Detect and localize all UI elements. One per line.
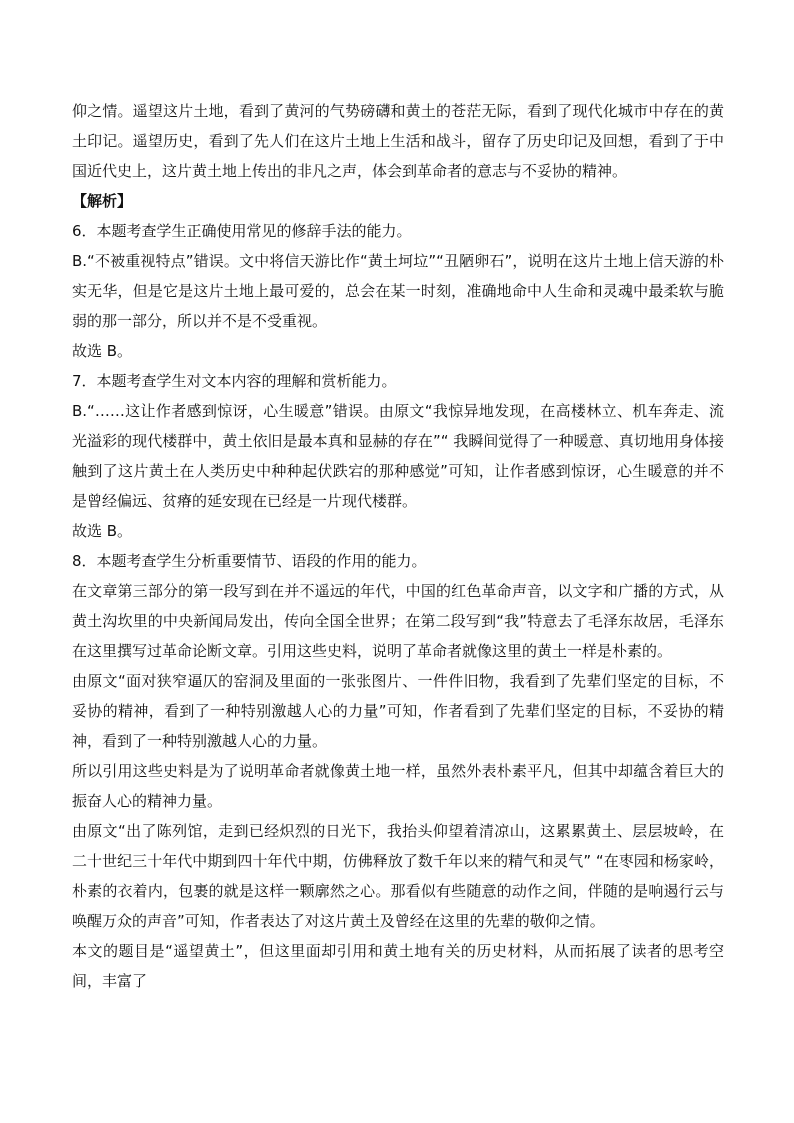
question-7-intro: 7．本题考查学生对文本内容的理解和赏析能力。: [72, 372, 397, 390]
question-8-paragraph-5: 本文的题目是“遥望黄土”，但这里面却引用和黄土地有关的历史材料，从而拓展了读者的思考空间，丰富了: [72, 942, 724, 990]
paragraph-conclusion-continuation: 仰之情。遥望这片土地，看到了黄河的气势磅礴和黄土的苍茫无际，看到了现代化城市中存在的黄土印记。遥望历史，看到了先人们在这片土地上生活和战斗，留存了历史印记及回想，看到了于中国近代史上，这片黄土地上传出的非凡之声，体会到革命者的意志与不妥协的精神。: [72, 102, 724, 180]
document-page: [72, 96, 724, 996]
question-6-answer: 故选 B。: [72, 342, 133, 360]
question-7-answer: 故选 B。: [72, 522, 133, 540]
question-6-explanation: B.“不被重视特点”错误。文中将信天游比作“黄土坷垃”“丑陋卵石”，说明在这片土地上信天游的朴实无华，但是它是这片土地上最可爱的，总会在某一时刻，准确地命中人生命和灵魂中最柔软与脆弱的那一部分，所以并不是不受重视。: [72, 252, 724, 330]
question-8-paragraph-1: 在文章第三部分的第一段写到在并不遥远的年代，中国的红色革命声音，以文字和广播的方式，从黄土沟坎里的中央新闻局发出，传向全国全世界；在第二段写到“我”特意去了毛泽东故居，毛泽东在这里撰写过革命论断文章。引用这些史料，说明了革命者就像这里的黄土一样是朴素的。: [72, 582, 724, 660]
question-8-paragraph-4: 由原文“出了陈列馆，走到已经炽烈的日光下，我抬头仰望着清凉山，这累累黄土、层层坡岭，在二十世纪三十年代中期到四十年代中期，仿佛释放了数千年以来的精气和灵气” “在枣园和杨家岭，朴素的衣着内，包裹的就是这样一颗廓然之心。那看似有些随意的动作之间，伴随的是响遏行云与唤醒万众的声音”可知，作者表达了对这片黄土及曾经在这里的先辈的敬仰之情。: [72, 822, 724, 930]
question-8-intro: 8．本题考查学生分析重要情节、语段的作用的能力。: [72, 552, 427, 570]
question-8-paragraph-2: 由原文“面对狭窄逼仄的窑洞及里面的一张张图片、一件件旧物，我看到了先辈们坚定的目标，不妥协的精神，看到了一种特别激越人心的力量”可知，作者看到了先辈们坚定的目标，不妥协的精神，看到了一种特别激越人心的力量。: [72, 672, 724, 750]
question-7-explanation: B.“……这让作者感到惊讶，心生暖意”错误。由原文“我惊异地发现，在高楼林立、机车奔走、流光溢彩的现代楼群中，黄土依旧是最本真和显赫的存在”“ 我瞬间觉得了一种暖意、真切地用身体接触到了这片黄土在人类历史中种种起伏跌宕的那种感觉”可知，让作者感到惊讶，心生暖意的并不是曾经偏远、贫瘠的延安现在已经是一片现代楼群。: [72, 402, 724, 510]
question-8-paragraph-3: 所以引用这些史料是为了说明革命者就像黄土地一样，虽然外表朴素平凡，但其中却蕴含着巨大的振奋人心的精神力量。: [72, 762, 724, 810]
question-6-intro: 6．本题考查学生正确使用常见的修辞手法的能力。: [72, 222, 412, 240]
analysis-heading: 【解析】: [72, 192, 133, 210]
